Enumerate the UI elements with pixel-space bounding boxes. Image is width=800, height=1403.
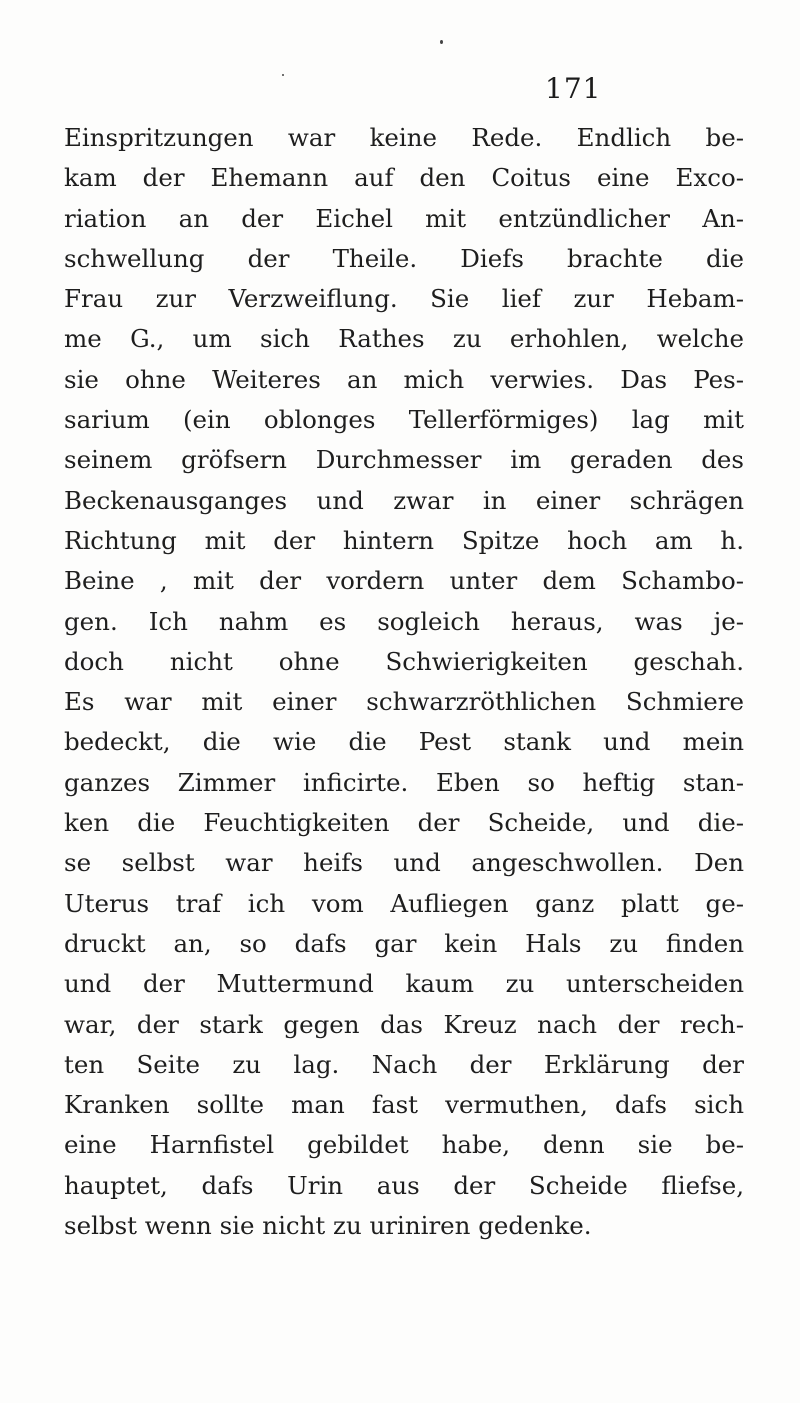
text-line: Richtung mit der hintern Spitze hoch am h. — [64, 525, 744, 555]
text-line: ken die Feuchtigkeiten der Scheide, und die- — [64, 808, 744, 838]
text-line: bedeckt, die wie die Pest stank und mein — [64, 727, 744, 757]
text-line: Beckenausganges und zwar in einer schrägen — [64, 485, 744, 515]
text-line: hauptet, dafs Urin aus der Scheide fliefse, — [64, 1170, 744, 1200]
text-line: Beine , mit der vordern unter dem Schambo- — [64, 566, 744, 596]
text-line: eine Harnfistel gebildet habe, denn sie be- — [64, 1130, 744, 1160]
text-line: doch nicht ohne Schwierigkeiten geschah. — [64, 646, 744, 676]
body-text — [64, 118, 744, 1246]
text-line: ganzes Zimmer inficirte. Eben so heftig stan- — [64, 767, 744, 797]
text-line: Frau zur Verzweiflung. Sie lief zur Hebam- — [64, 284, 744, 314]
text-line: seinem gröfsern Durchmesser im geraden des — [64, 445, 744, 475]
text-line: war, der stark gegen das Kreuz nach der rech- — [64, 1009, 744, 1039]
text-line: se selbst war heifs und angeschwollen. Den — [64, 848, 744, 878]
text-line: Einspritzungen war keine Rede. Endlich be- — [64, 123, 744, 152]
text-line: Uterus traf ich vom Aufliegen ganz platt ge- — [64, 888, 744, 918]
scan-speck — [282, 74, 284, 76]
text-line: ten Seite zu lag. Nach der Erklärung der — [64, 1049, 744, 1079]
text-line: gen. Ich nahm es sogleich heraus, was je- — [64, 606, 744, 636]
text-line: sie ohne Weiteres an mich verwies. Das Pes- — [64, 364, 744, 394]
text-line: kam der Ehemann auf den Coitus eine Exco- — [64, 163, 744, 193]
text-line: Es war mit einer schwarzröthlichen Schmiere — [64, 687, 744, 717]
page-number: 171 — [545, 72, 602, 105]
text-line: me G., um sich Rathes zu erhohlen, welche — [64, 324, 744, 354]
text-line: druckt an, so dafs gar kein Hals zu finden — [64, 928, 744, 958]
text-line: und der Muttermund kaum zu unterscheiden — [64, 969, 744, 999]
text-line: sarium (ein oblonges Tellerförmiges) lag mit — [64, 405, 744, 435]
text-line: Kranken sollte man fast vermuthen, dafs sich — [64, 1090, 744, 1120]
text-line: selbst wenn sie nicht zu uriniren gedenke. — [64, 1211, 592, 1241]
text-line: riation an der Eichel mit entzündlicher An- — [64, 203, 744, 233]
scan-speck — [440, 40, 443, 44]
text-line: schwellung der Theile. Diefs brachte die — [64, 243, 744, 273]
